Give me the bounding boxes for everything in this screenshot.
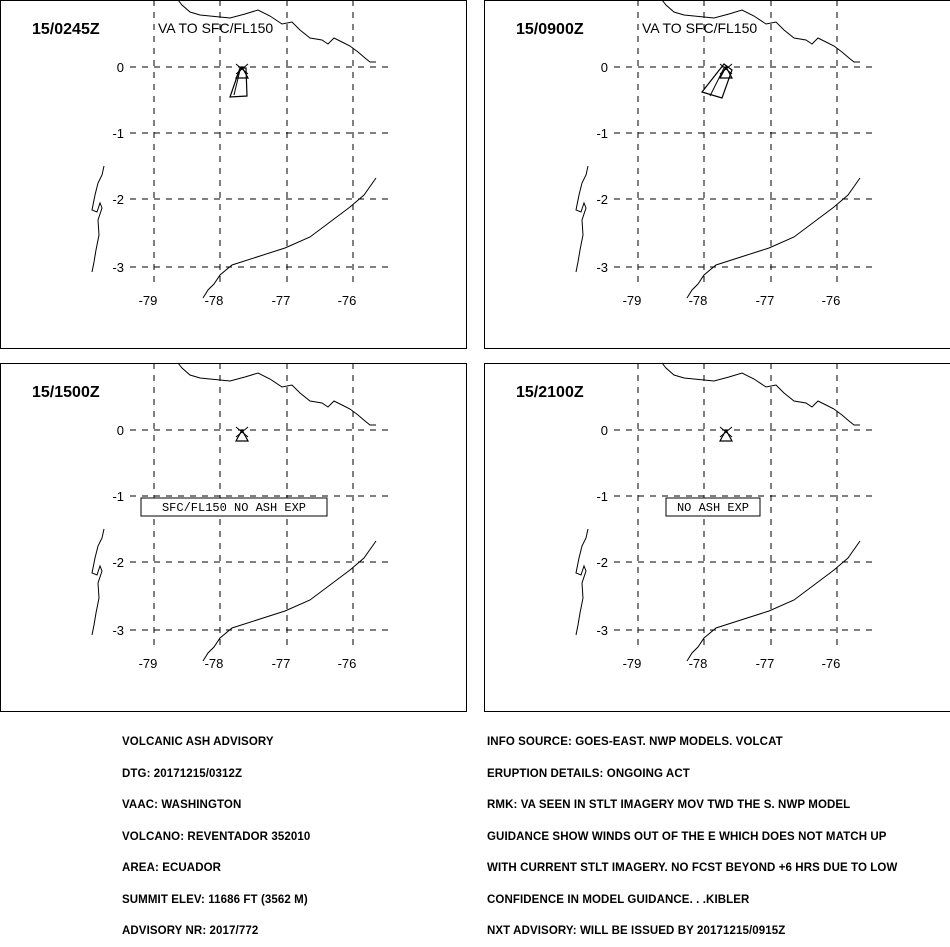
longitude-label: -79: [139, 293, 158, 308]
advisory-number: ADVISORY NR: 2017/772: [122, 926, 310, 937]
longitude-label: -79: [623, 293, 642, 308]
longitude-label: -77: [272, 656, 291, 671]
panel-time-title: 15/0245Z: [32, 21, 100, 38]
longitude-label: -76: [338, 293, 357, 308]
advisory-remarks-line: GUIDANCE SHOW WINDS OUT OF THE E WHICH DOES NOT MATCH UP: [487, 832, 897, 843]
advisory-volcano: VOLCANO: REVENTADOR 352010: [122, 832, 310, 843]
advisory-remarks-line: RMK: VA SEEN IN STLT IMAGERY MOV TWD THE S. NWP MODEL: [487, 800, 897, 811]
longitude-label: -78: [689, 656, 708, 671]
latitude-label: 0: [601, 60, 608, 75]
map-panel: [485, 363, 950, 712]
latitude-label: -2: [596, 192, 608, 207]
latitude-label: -2: [596, 555, 608, 570]
longitude-label: -76: [822, 656, 841, 671]
panel-time-title: 15/2100Z: [516, 384, 584, 401]
map-panel: [1, 0, 467, 349]
latitude-label: -1: [596, 126, 608, 141]
advisory-next-issue: NXT ADVISORY: WILL BE ISSUED BY 20171215/0915Z: [487, 926, 897, 937]
panel-frame: [1, 1, 467, 349]
latitude-label: -3: [596, 260, 608, 275]
advisory-area: AREA: ECUADOR: [122, 863, 310, 874]
longitude-label: -76: [822, 293, 841, 308]
advisory-eruption-details: ERUPTION DETAILS: ONGOING ACT: [487, 769, 897, 780]
advisory-remarks-line: CONFIDENCE IN MODEL GUIDANCE. . .KIBLER: [487, 895, 897, 906]
longitude-label: -78: [689, 293, 708, 308]
advisory-remarks-line: WITH CURRENT STLT IMAGERY. NO FCST BEYOND +6 HRS DUE TO LOW: [487, 863, 897, 874]
panel-time-title: 15/0900Z: [516, 21, 584, 38]
latitude-label: -2: [112, 192, 124, 207]
advisory-summit-elev: SUMMIT ELEV: 11686 FT (3562 M): [122, 895, 310, 906]
ash-level-label: VA TO SFC/FL150: [158, 20, 273, 36]
latitude-label: 0: [117, 423, 124, 438]
longitude-label: -78: [205, 656, 224, 671]
latitude-label: -1: [112, 126, 124, 141]
advisory-remarks-block: [487, 716, 897, 947]
longitude-label: -77: [272, 293, 291, 308]
longitude-label: -79: [623, 656, 642, 671]
latitude-label: -3: [596, 623, 608, 638]
latitude-label: -2: [112, 555, 124, 570]
latitude-label: 0: [117, 60, 124, 75]
advisory-info-source: INFO SOURCE: GOES-EAST. NWP MODELS. VOLCAT: [487, 737, 897, 748]
latitude-label: -3: [112, 623, 124, 638]
no-ash-label: NO ASH EXP: [677, 501, 749, 515]
longitude-label: -78: [205, 293, 224, 308]
panel-time-title: 15/1500Z: [32, 384, 100, 401]
longitude-label: -79: [139, 656, 158, 671]
advisory-vaac: VAAC: WASHINGTON: [122, 800, 310, 811]
panel-frame: [485, 364, 950, 712]
ash-level-label: VA TO SFC/FL150: [642, 20, 757, 36]
map-panel: [485, 0, 950, 349]
latitude-label: -1: [112, 489, 124, 504]
longitude-label: -77: [756, 293, 775, 308]
advisory-title: VOLCANIC ASH ADVISORY: [122, 737, 310, 748]
latitude-label: -1: [596, 489, 608, 504]
latitude-label: -3: [112, 260, 124, 275]
longitude-label: -77: [756, 656, 775, 671]
advisory-header-block: [122, 716, 310, 947]
panel-frame: [1, 364, 467, 712]
longitude-label: -76: [338, 656, 357, 671]
no-ash-label: SFC/FL150 NO ASH EXP: [162, 501, 306, 515]
advisory-dtg: DTG: 20171215/0312Z: [122, 769, 310, 780]
map-panel: [1, 363, 467, 712]
panel-frame: [485, 1, 950, 349]
latitude-label: 0: [601, 423, 608, 438]
